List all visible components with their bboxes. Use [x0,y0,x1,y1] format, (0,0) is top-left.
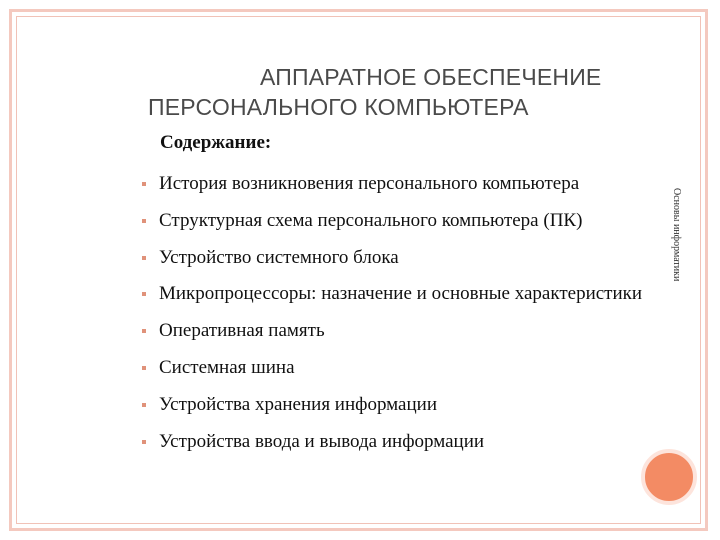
bullet-icon [142,292,146,296]
list-item-text: История возникновения персонального компьютера [159,173,580,194]
bullet-icon [142,403,146,407]
contents-heading: Содержание: [160,132,272,153]
title-line-2: ПЕРСОНАЛЬНОГО КОМПЬЮТЕРА [148,94,529,120]
decorative-circle [641,449,697,505]
list-item-text: Структурная схема персонального компьютера (ПК) [159,209,583,231]
list-item-text: Устройства хранения информации [159,393,437,415]
side-caption: Основы информатики [671,188,682,282]
list-item-text: Устройство системного блока [159,246,399,268]
list-item-text: Микропроцессоры: назначение и основные характеристики [159,283,643,305]
bullet-icon [142,366,146,370]
bullet-icon [142,219,146,223]
bullet-icon [142,182,146,186]
list-item-text: Устройства ввода и вывода информации [159,430,485,452]
bullet-icon [142,256,146,260]
title-line-1: АППАРАТНОЕ ОБЕСПЕЧЕНИЕ [260,64,602,90]
bullet-icon [142,329,146,333]
slide-title [130,62,602,132]
list-item-text: Оперативная память [159,320,325,342]
bullet-icon [142,440,146,444]
list-item-text: Системная шина [159,356,295,378]
